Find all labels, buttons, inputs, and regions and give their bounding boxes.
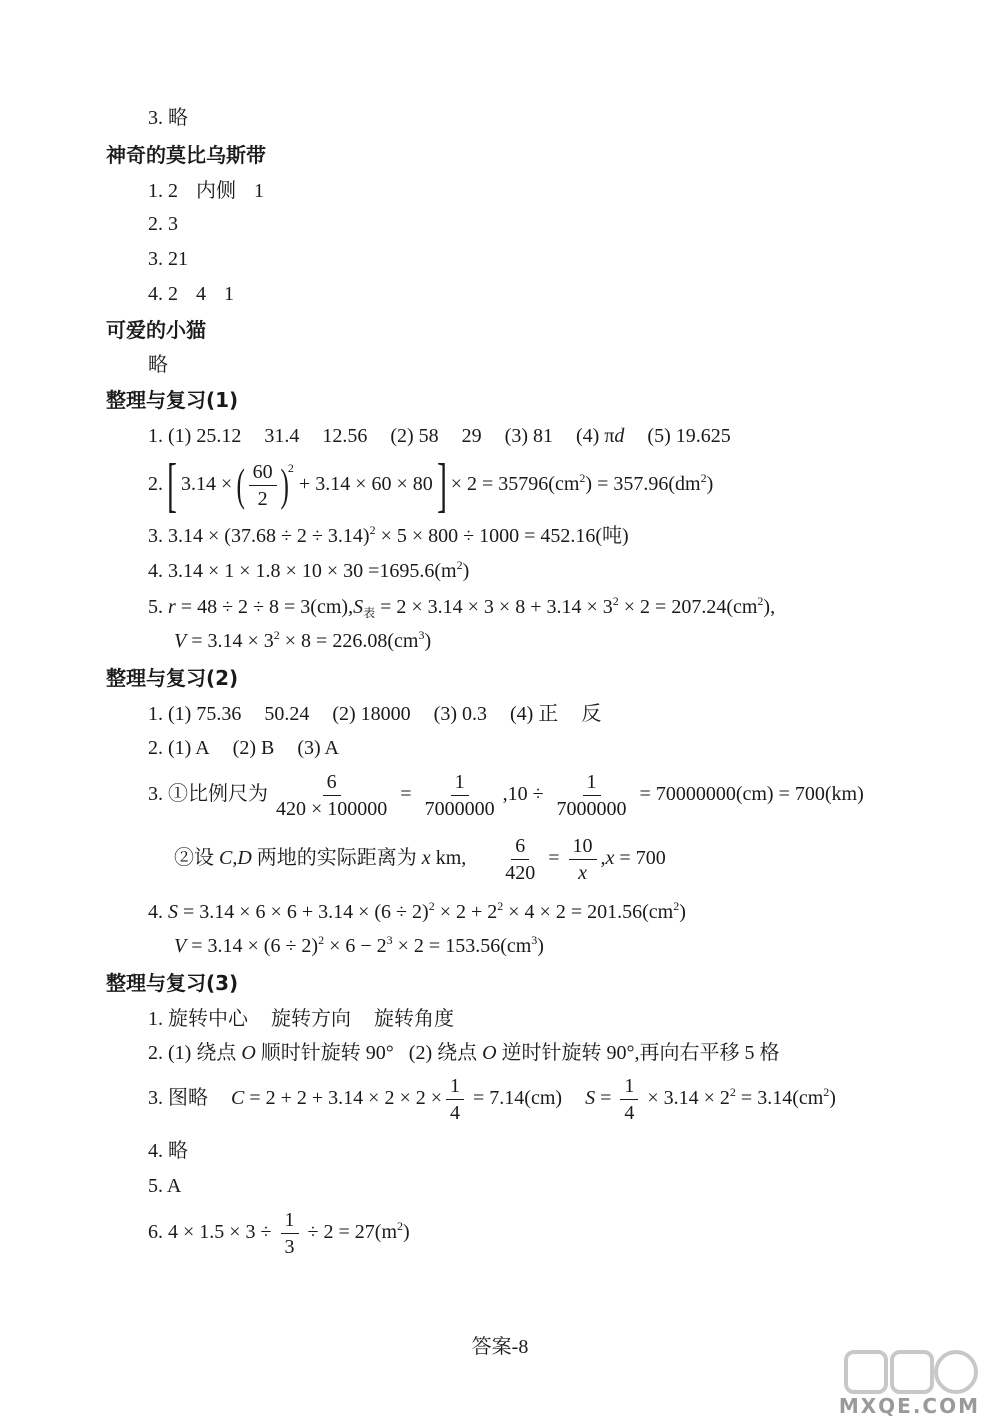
paren-left: ( (236, 459, 246, 511)
var-S: S (353, 596, 364, 618)
q-part: 旋转中心 (168, 1006, 248, 1030)
expr: × 3.14 × 2 (647, 1087, 730, 1109)
expr: = (600, 1087, 612, 1109)
var-x: x (605, 847, 615, 869)
expr: = 700 (619, 847, 666, 869)
fraction (553, 769, 631, 822)
q-part: (3) 0.3 (433, 703, 487, 725)
q-text: 4. 2 (148, 283, 178, 305)
fraction-den: 7000000 (424, 797, 495, 820)
var-d: d (614, 425, 625, 447)
expr: × 2 = 35796(cm (450, 473, 580, 495)
q-part: 旋转角度 (374, 1006, 454, 1030)
expr: ) (403, 1221, 410, 1243)
q-part: (1) 75.36 (168, 703, 242, 725)
fraction-den: 4 (450, 1101, 461, 1124)
section-title-review2: 整理与复习(2) (106, 666, 239, 690)
expr: 4. 3.14 × 1 × 1.8 × 10 × 30 =1695.6(m (148, 560, 457, 582)
expr: ) (829, 1087, 836, 1109)
exponent: 2 (729, 1085, 736, 1099)
q-num: 2. (148, 1042, 163, 1064)
q-part: (1) 25.12 (168, 425, 242, 447)
expr: × 5 × 800 ÷ 1000 = 452.16(吨) (380, 525, 629, 547)
review2-q4-volume (174, 932, 544, 960)
q-num: 3. (148, 1087, 163, 1109)
pre-item-3: 3. 略 (148, 107, 188, 129)
q-part: (5) 19.625 (647, 425, 731, 447)
expr: × 6 − 2 (329, 935, 387, 957)
expr: , (600, 847, 606, 869)
var-O: O (482, 1042, 497, 1064)
var-D: D (237, 847, 252, 869)
expr: 顺时针旋转 90° (260, 1042, 394, 1064)
q-part: 旋转方向 (271, 1006, 351, 1030)
fraction-den: 3 (284, 1235, 295, 1258)
fraction-num: 1 (446, 1073, 464, 1100)
fraction-num: 10 (569, 833, 597, 860)
review1-q2 (148, 452, 714, 519)
fraction-num: 1 (281, 1207, 299, 1234)
subscript: 表 (363, 606, 376, 620)
moebius-q2: 2. 3 (148, 213, 178, 235)
fraction-den: 7000000 (556, 797, 627, 820)
expr: (1) 绕点 (168, 1042, 237, 1064)
exponent: 2 (318, 933, 325, 947)
exponent: 2 (369, 523, 376, 537)
var-V: V (174, 935, 187, 957)
expr: = (400, 783, 412, 805)
q-num: 2. (148, 473, 163, 495)
moebius-q3: 3. 21 (148, 248, 188, 270)
q-part: 反 (581, 703, 602, 725)
expr: ,10 ÷ (502, 783, 544, 805)
expr: = 3.14 × (6 ÷ 2) (191, 935, 319, 957)
q-num: 2. (148, 737, 163, 759)
fraction-num: 1 (620, 1073, 638, 1100)
section-title-cat: 可爱的小猫 (106, 318, 206, 342)
fraction (501, 833, 539, 886)
exponent: 2 (497, 899, 504, 913)
var-S: S (585, 1087, 596, 1109)
exponent: 3 (418, 628, 425, 642)
q-part: 29 (461, 425, 482, 447)
var-C: C (219, 847, 233, 869)
q-part: 31.4 (264, 425, 300, 447)
cat-answer: 略 (148, 354, 168, 376)
exponent: 2 (700, 471, 707, 485)
expr: = 70000000(cm) = 700(km) (639, 783, 864, 805)
expr: ②设 (174, 847, 214, 869)
fraction-num: 60 (249, 459, 277, 486)
bracket-right: ] (436, 452, 447, 519)
expr: ÷ 2 = 27(m (307, 1221, 398, 1243)
fraction (620, 1073, 638, 1126)
q-text: 内侧 (196, 178, 236, 202)
review2-q1 (148, 700, 601, 728)
var-C: C (231, 1087, 245, 1109)
expr: + 3.14 × 60 × 80 (298, 473, 433, 495)
review2-q2 (148, 734, 339, 762)
paren-right: ) (280, 459, 289, 511)
fraction-num: 1 (451, 769, 469, 796)
page-number: 答案-8 (471, 1336, 529, 1358)
fraction-num: 6 (511, 833, 529, 860)
expr: = 3.14(cm (740, 1087, 824, 1109)
fraction (569, 833, 597, 886)
expr: = 48 ÷ 2 ÷ 8 = 3(cm), (180, 596, 354, 618)
fraction-den: 2 (257, 487, 268, 510)
fraction-den: x (578, 861, 587, 884)
expr: × 2 = 207.24(cm (623, 596, 758, 618)
expr: 3. 3.14 × (37.68 ÷ 2 ÷ 3.14) (148, 525, 370, 547)
expr: × 2 = 153.56(cm (397, 935, 532, 957)
exponent: 2 (428, 899, 435, 913)
q-part: (2) 18000 (332, 703, 411, 725)
exponent: 2 (456, 558, 463, 572)
fraction (272, 769, 391, 822)
section-title-moebius: 神奇的莫比乌斯带 (106, 143, 266, 167)
var-S: S (168, 901, 178, 923)
expr: = 2 × 3.14 × 3 × 8 + 3.14 × 3 (380, 596, 613, 618)
q-text: 1 (224, 283, 234, 305)
expr: 6. 4 × 1.5 × 3 ÷ (148, 1221, 272, 1243)
exponent: 2 (612, 594, 619, 608)
q-part: (2) 58 (390, 425, 439, 447)
review2-q3-b (174, 832, 666, 886)
expr: = 7.14(cm) (473, 1087, 563, 1109)
fraction-den: 420 × 100000 (276, 797, 388, 820)
moebius-q4 (148, 280, 234, 308)
exponent: 2 (287, 461, 294, 475)
moebius-q1 (148, 176, 264, 205)
expr: ) (462, 560, 470, 582)
q-part: (1) A (168, 737, 210, 759)
q-part: (3) 81 (504, 425, 553, 447)
expr: ), (763, 596, 776, 618)
q-part: 50.24 (264, 703, 310, 725)
review1-q5-volume (174, 627, 431, 655)
review1-q5 (148, 593, 775, 621)
expr: 3.14 × (180, 473, 233, 495)
q-part: 12.56 (322, 425, 368, 447)
var-r: r (168, 596, 176, 618)
expr: 逆时针旋转 90°,再向右平移 5 格 (501, 1042, 780, 1064)
expr: ) (679, 901, 686, 923)
exponent: 3 (386, 933, 393, 947)
fraction-den: 420 (505, 861, 536, 884)
review3-q4: 4. 略 (148, 1140, 188, 1162)
review3-q3 (148, 1072, 836, 1126)
q-num: 3. (148, 783, 163, 805)
q-part: (4) (575, 425, 600, 447)
exponent: 2 (273, 628, 280, 642)
fraction (446, 1073, 464, 1126)
q-text: 1. 2 (148, 180, 178, 202)
section-title-review3: 整理与复习(3) (106, 971, 239, 995)
fraction (249, 459, 277, 512)
expr: ①比例尺为 (168, 783, 268, 805)
q-num: 1. (148, 1008, 163, 1030)
fraction (281, 1207, 299, 1260)
fraction-den: 4 (624, 1101, 635, 1124)
review2-q3 (148, 768, 864, 822)
expr: = (548, 847, 560, 869)
exponent: 2 (823, 1085, 830, 1099)
expr: = 2 + 2 + 3.14 × 2 × 2 × (249, 1087, 443, 1109)
exponent: 2 (579, 471, 586, 485)
section-title-review1: 整理与复习(1) (106, 388, 239, 412)
fraction (421, 769, 499, 822)
expr: ) (537, 935, 544, 957)
pi-symbol: π (604, 425, 615, 447)
bracket-left: [ (166, 452, 177, 519)
expr: (2) 绕点 (408, 1042, 478, 1064)
review1-q1 (148, 422, 731, 450)
q-num: 4. (148, 901, 163, 923)
review3-q6 (148, 1206, 410, 1260)
expr: km, (435, 847, 467, 869)
expr: 两地的实际距离为 (256, 847, 417, 869)
expr: ) (706, 473, 714, 495)
expr: × 4 × 2 = 201.56(cm (508, 901, 674, 923)
q-num: 1. (148, 425, 163, 447)
expr: ) (424, 630, 432, 652)
fraction-num: 1 (583, 769, 601, 796)
review2-q4 (148, 898, 686, 926)
exponent: 3 (531, 933, 538, 947)
q-part: (4) 正 (509, 703, 559, 725)
exponent: 2 (673, 899, 680, 913)
q-num: 5. (148, 596, 163, 618)
review3-q1 (148, 1004, 454, 1033)
expr: × 2 + 2 (439, 901, 498, 923)
var-x: x (421, 847, 431, 869)
review3-q5: 5. A (148, 1175, 182, 1197)
exponent: 2 (757, 594, 764, 608)
q-text: 4 (196, 283, 206, 305)
q-num: 1. (148, 703, 163, 725)
exponent: 2 (397, 1219, 404, 1233)
expr: , (232, 847, 238, 869)
q-part: (2) B (232, 737, 275, 759)
expr: 图略 (168, 1087, 208, 1109)
expr: = 3.14 × 6 × 6 + 3.14 × (6 ÷ 2) (183, 901, 429, 923)
var-V: V (174, 630, 187, 652)
review1-q3 (148, 522, 629, 550)
review1-q4 (148, 557, 469, 585)
fraction-num: 6 (323, 769, 341, 796)
expr: = 3.14 × 3 (191, 630, 274, 652)
var-O: O (241, 1042, 256, 1064)
review3-q2 (148, 1039, 780, 1067)
expr: × 8 = 226.08(cm (284, 630, 419, 652)
expr: ) = 357.96(dm (585, 473, 701, 495)
q-text: 1 (254, 180, 264, 202)
q-part: (3) A (297, 737, 340, 759)
watermark-text: MXQE.COM (838, 1394, 980, 1418)
